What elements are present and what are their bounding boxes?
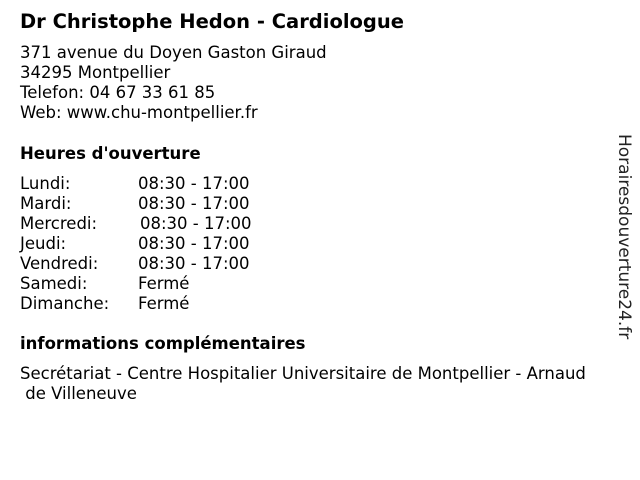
time-value: 08:30 - 17:00 <box>140 214 252 233</box>
time-value: 08:30 - 17:00 <box>138 254 250 273</box>
day-label: Lundi: <box>20 174 71 193</box>
watermark-text: Horairesdouverture24.fr <box>614 134 634 340</box>
info-line-1: Secrétariat - Centre Hospitalier Universitaire de Montpellier - Arnaud <box>20 364 586 383</box>
info-heading: informations complémentaires <box>20 334 306 353</box>
day-label: Mercredi: <box>20 214 98 233</box>
street-address: 371 avenue du Doyen Gaston Giraud <box>20 43 327 62</box>
info-line-2: de Villeneuve <box>20 384 137 403</box>
hours-heading: Heures d'ouverture <box>20 144 201 163</box>
website-link: Web: www.chu-montpellier.fr <box>20 103 258 122</box>
city-address: 34295 Montpellier <box>20 63 171 82</box>
day-label: Samedi: <box>20 274 88 293</box>
day-label: Mardi: <box>20 194 72 213</box>
day-label: Jeudi: <box>20 234 67 253</box>
page-title: Dr Christophe Hedon - Cardiologue <box>20 10 404 33</box>
time-value: 08:30 - 17:00 <box>138 174 250 193</box>
time-value: Fermé <box>138 274 190 293</box>
address-block <box>20 43 327 123</box>
watermark <box>612 134 636 344</box>
day-label: Vendredi: <box>20 254 99 273</box>
info-block <box>20 364 586 404</box>
time-value: Fermé <box>138 294 190 313</box>
day-label: Dimanche: <box>20 294 110 313</box>
time-value: 08:30 - 17:00 <box>138 194 250 213</box>
phone-number: Telefon: 04 67 33 61 85 <box>20 83 216 102</box>
time-value: 08:30 - 17:00 <box>138 234 250 253</box>
